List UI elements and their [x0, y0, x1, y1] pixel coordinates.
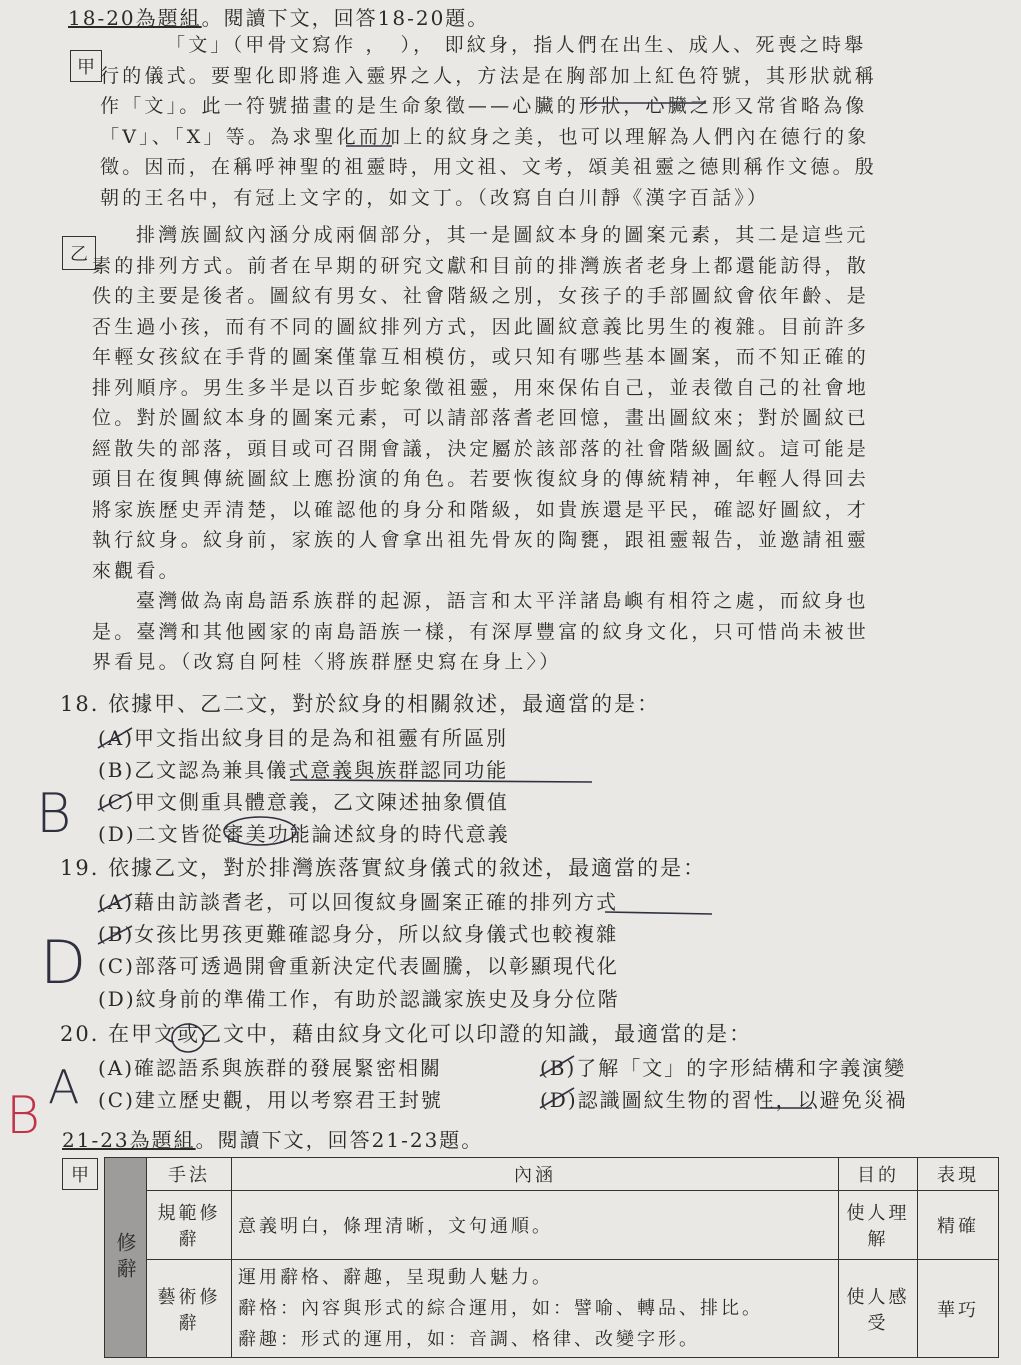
passage-line: 作「文」。此一符號描畫的是生命象徵——心臟的形狀，心臟之形又常省略為像 — [100, 95, 868, 117]
passage-line: 是。臺灣和其他國家的南島語族一樣，有深厚豐富的紋身文化，只可惜尚未被世 — [92, 620, 870, 643]
question-20-stem: 20. 在甲文或乙文中，藉由紋身文化可以印證的知識，最適當的是： — [60, 1022, 753, 1046]
passage-line: 位。對於圖紋本身的圖案元素，可以請部落耆老回憶，畫出圖紋來；對於圖紋已 — [92, 407, 870, 429]
q20-option-d[interactable]: (D)認識圖紋生物的習性，以避免災禍 — [540, 1088, 908, 1112]
q20-option-b[interactable]: (B)了解「文」的字形結構和字義演變 — [540, 1056, 907, 1080]
group-instruction: 。閱讀下文，回答21-23題。 — [195, 1128, 484, 1152]
passage-line: 「V」、「X」等。為求聖化而加上的紋身之美，也可以理解為人們內在德行的象 — [100, 125, 870, 148]
q18-handwritten-answer: B — [36, 782, 72, 845]
passage-line: 將家族歷史弄清楚，以確認他的身分和階級，如貴族還是平民，確認好圖紋，才 — [92, 498, 870, 521]
passage-line: 徵。因而，在稱呼神聖的祖靈時，用文祖、文考，頌美祖靈之德則稱作文德。殷 — [100, 156, 878, 178]
content-line: 辭趣：形式的運用，如：音調、格律、改變字形。 — [238, 1329, 700, 1350]
table-header-content: 內涵 — [232, 1158, 839, 1191]
table-cell-result: 華巧 — [918, 1260, 999, 1358]
q19-handwritten-answer: D — [40, 928, 87, 998]
table-cell-method: 規範修辭 — [147, 1191, 232, 1260]
table-jia-label: 甲 — [62, 1158, 98, 1190]
passage-line: 佚的主要是後者。圖紋有男女、社會階級之別，女孩子的手部圖紋會依年齡、是 — [92, 285, 870, 307]
q18-option-a[interactable]: (A)甲文指出紋身目的是為和祖靈有所區別 — [98, 726, 509, 750]
table-header-method: 手法 — [147, 1158, 232, 1191]
passage-line: 素的排列方式。前者在早期的研究文獻和目前的排灣族者老身上都還能訪得，散 — [92, 254, 870, 277]
group-range: 18-20為題組 — [68, 6, 202, 30]
passage-line: 「文」（甲骨文寫作 ， ）， 即紋身，指人們在出生、成人、死喪之時舉 — [166, 34, 867, 56]
q19-a-underline — [605, 912, 712, 914]
passage-line: 頭目在復興傳統圖紋上應扮演的角色。若要恢復紋身的傳統精神，年輕人得回去 — [92, 468, 870, 490]
content-line: 運用辭格、辭趣，呈現動人魅力。 — [238, 1267, 553, 1288]
passage-line: 行的儀式。要聖化即將進入靈界之人，方法是在胸部加上紅色符號，其形狀就稱 — [100, 64, 878, 87]
table-side-label: 修辭 — [105, 1158, 147, 1358]
q20-option-c[interactable]: (C)建立歷史觀，用以考察君王封號 — [98, 1088, 443, 1112]
q20-option-a[interactable]: (A)確認語系與族群的發展緊密相關 — [98, 1056, 443, 1080]
group-range: 21-23為題組 — [62, 1128, 196, 1152]
table-cell-content: 意義明白，條理清晰，文句通順。 — [232, 1191, 839, 1260]
table-cell-method: 藝術修辭 — [147, 1260, 232, 1358]
passage-jia-label: 甲 — [70, 50, 102, 82]
table-cell-content — [232, 1260, 839, 1358]
q19-option-c[interactable]: (C)部落可透過開會重新決定代表圖騰，以彰顯現代化 — [98, 954, 619, 978]
q20-handwritten-red-answer: B — [6, 1086, 41, 1146]
question-18-stem: 18. 依據甲、乙二文，對於紋身的相關敘述，最適當的是： — [60, 692, 661, 716]
passage-line: 經散失的部落，頭目或可召開會議，決定屬於該部落的社會階級圖紋。這可能是 — [92, 437, 870, 460]
passage-line: 臺灣做為南島語系族群的起源，語言和太平洋諸島嶼有相符之處，而紋身也 — [136, 590, 869, 612]
q18-option-c[interactable]: (C)甲文側重具體意義，乙文陳述抽象價值 — [98, 790, 509, 814]
passage-yi — [92, 220, 1007, 678]
q19-option-d[interactable]: (D)紋身前的準備工作，有助於認識家族史及身分位階 — [98, 987, 620, 1011]
passage-line: 否生過小孩，而有不同的圖紋排列方式，因此圖紋意義比男生的複雜。目前許多 — [92, 315, 870, 338]
content-line: 辭格：內容與形式的綜合運用，如：譬喻、轉品、排比。 — [238, 1298, 763, 1319]
table-header-purpose: 目的 — [839, 1158, 918, 1191]
table-cell-purpose: 使人感受 — [839, 1260, 918, 1358]
q18-option-d[interactable]: (D)二文皆從審美功能論述紋身的時代意義 — [98, 822, 510, 846]
passage-line: 年輕女孩紋在手背的圖案僅靠互相模仿，或只知有哪些基本圖案，而不知正確的 — [92, 346, 870, 368]
q19-option-b[interactable]: (B)女孩比男孩更難確認身分，所以紋身儀式也較複雜 — [98, 922, 619, 946]
group-instruction: 。閱讀下文，回答18-20題。 — [201, 6, 490, 30]
table-cell-purpose: 使人理解 — [839, 1191, 918, 1260]
rhetoric-table — [104, 1157, 999, 1358]
question-19-stem: 19. 依據乙文，對於排灣族落實紋身儀式的敘述，最適當的是： — [60, 856, 707, 880]
passage-line: 排灣族圖紋內涵分成兩個部分，其一是圖紋本身的圖案元素，其二是這些元 — [136, 224, 869, 246]
q18-option-b[interactable]: (B)乙文認為兼具儀式意義與族群認同功能 — [98, 758, 509, 782]
passage-line: 朝的王名中，有冠上文字的，如文丁。（改寫自白川靜《漢字百話》） — [100, 186, 770, 209]
q20-handwritten-answer: A — [48, 1060, 80, 1114]
q19-option-a[interactable]: (A)藉由訪談耆老，可以回復紋身圖案正確的排列方式 — [98, 890, 619, 914]
passage-line: 排列順序。男生多半是以百步蛇象徵祖靈，用來保佑自己，並表徵自己的社會地 — [92, 376, 870, 399]
group-header-21-23 — [62, 1124, 483, 1158]
passage-jia — [100, 30, 1000, 213]
table-cell-result: 精確 — [918, 1191, 999, 1260]
passage-line: 執行紋身。紋身前，家族的人會拿出祖先骨灰的陶甕，跟祖靈報告，並邀請祖靈 — [92, 529, 870, 551]
passage-line: 來觀看。 — [92, 559, 181, 582]
table-header-result: 表現 — [918, 1158, 999, 1191]
passage-line: 界看見。（改寫自阿桂〈將族群歷史寫在身上〉） — [92, 651, 562, 673]
passage-yi-label: 乙 — [62, 236, 96, 270]
